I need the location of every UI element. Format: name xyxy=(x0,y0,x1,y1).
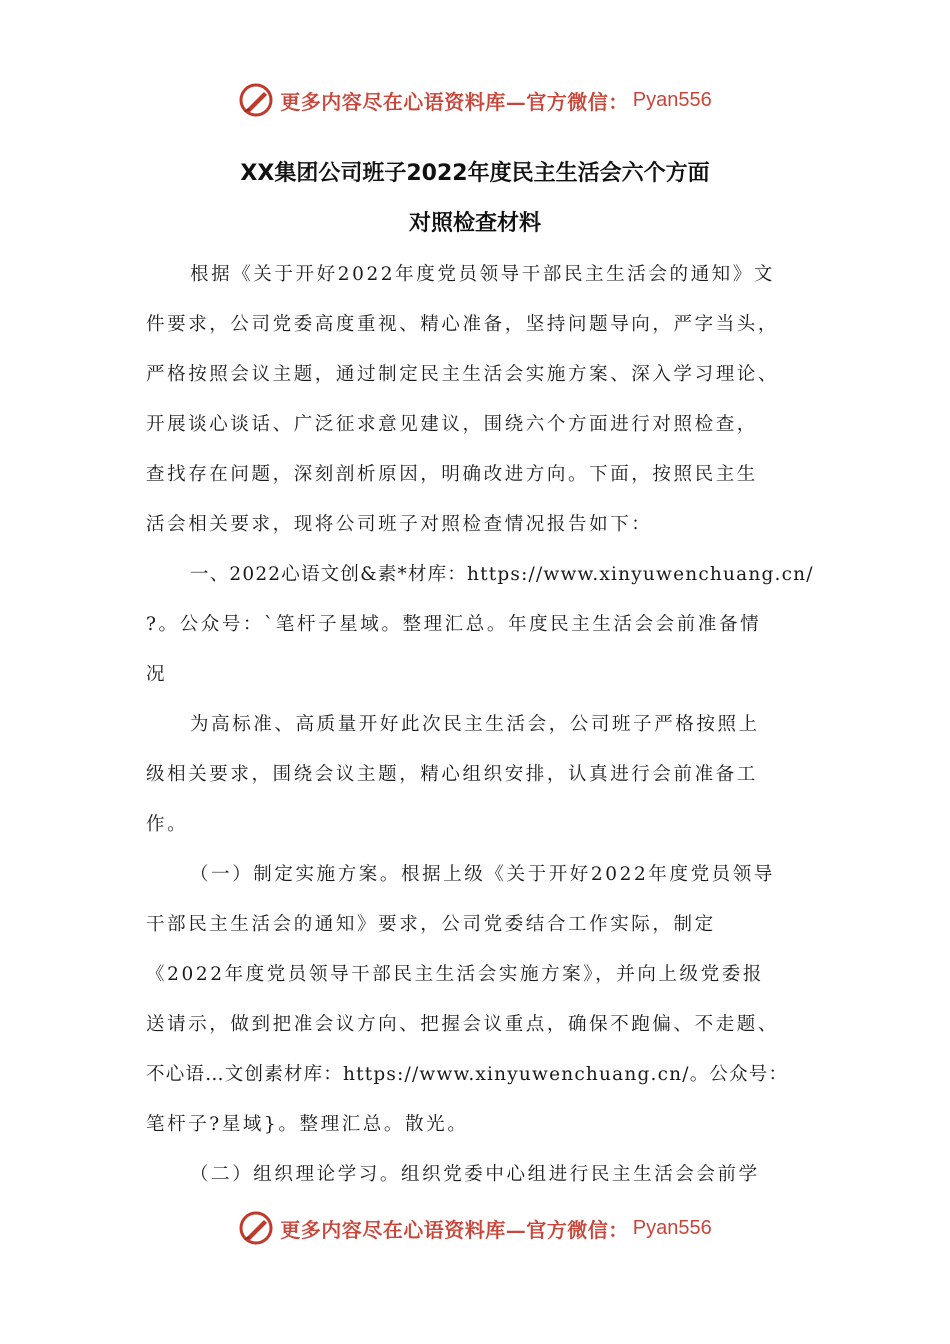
body-line: 送请示，做到把准会议方向、把握会议重点，确保不跑偏、不走题、 xyxy=(146,1014,780,1035)
watermark-handle: Pyan556 xyxy=(632,88,712,111)
body-line: 根据《关于开好2022年度党员领导干部民主生活会的通知》文 xyxy=(190,264,775,285)
body-line: 笔杆子?星域}。整理汇总。散光。 xyxy=(146,1114,469,1135)
watermark-text: 更多内容尽在心语资料库—官方微信： xyxy=(280,89,629,114)
body-line: 况 xyxy=(146,664,168,685)
body-line: 不心语…文创素材库：https://www.xinyuwenchuang.cn/。公众号： xyxy=(146,1064,789,1085)
body-line: 开展谈心谈话、广泛征求意见建议，围绕六个方面进行对照检查， xyxy=(146,414,758,435)
watermark-text: 更多内容尽在心语资料库—官方微信： xyxy=(280,1217,629,1242)
body-line: 级相关要求，围绕会议主题，精心组织安排，认真进行会前准备工 xyxy=(146,764,758,785)
body-line: 严格按照会议主题，通过制定民主生活会实施方案、深入学习理论、 xyxy=(146,364,780,385)
body-line: ?。公众号：`笔杆子星域。整理汇总。年度民主生活会会前准备情 xyxy=(146,614,762,635)
body-line: 查找存在问题，深刻剖析原因，明确改进方向。下面，按照民主生 xyxy=(146,464,758,485)
body-line: 活会相关要求，现将公司班子对照检查情况报告如下： xyxy=(146,514,653,535)
body-line: 作。 xyxy=(146,814,189,835)
body-line: 干部民主生活会的通知》要求，公司党委结合工作实际，制定 xyxy=(146,914,716,935)
pen-logo-icon xyxy=(238,1210,274,1246)
watermark-footer xyxy=(0,1210,950,1246)
pen-logo-icon xyxy=(238,82,274,118)
document-body xyxy=(146,250,814,1200)
subsection-heading-2: （二）组织理论学习。组织党委中心组进行民主生活会会前学 xyxy=(190,1164,760,1185)
section-heading-1: 一、2022心语文创&素*材库：https://www.xinyuwenchuang.cn/ xyxy=(190,564,814,585)
subsection-heading-1: （一）制定实施方案。根据上级《关于开好2022年度党员领导 xyxy=(190,864,775,885)
document-title-line-2: 对照检查材料 xyxy=(408,211,541,236)
watermark-handle: Pyan556 xyxy=(632,1216,712,1239)
body-line: 为高标准、高质量开好此次民主生活会，公司班子严格按照上 xyxy=(190,714,760,735)
watermark-header xyxy=(0,82,950,118)
body-line: 《2022年度党员领导干部民主生活会实施方案》，并向上级党委报 xyxy=(146,964,764,985)
body-line: 件要求，公司党委高度重视、精心准备，坚持问题导向，严字当头， xyxy=(146,314,780,335)
document-title-line-1: XX集团公司班子2022年度民主生活会六个方面 xyxy=(240,161,710,186)
